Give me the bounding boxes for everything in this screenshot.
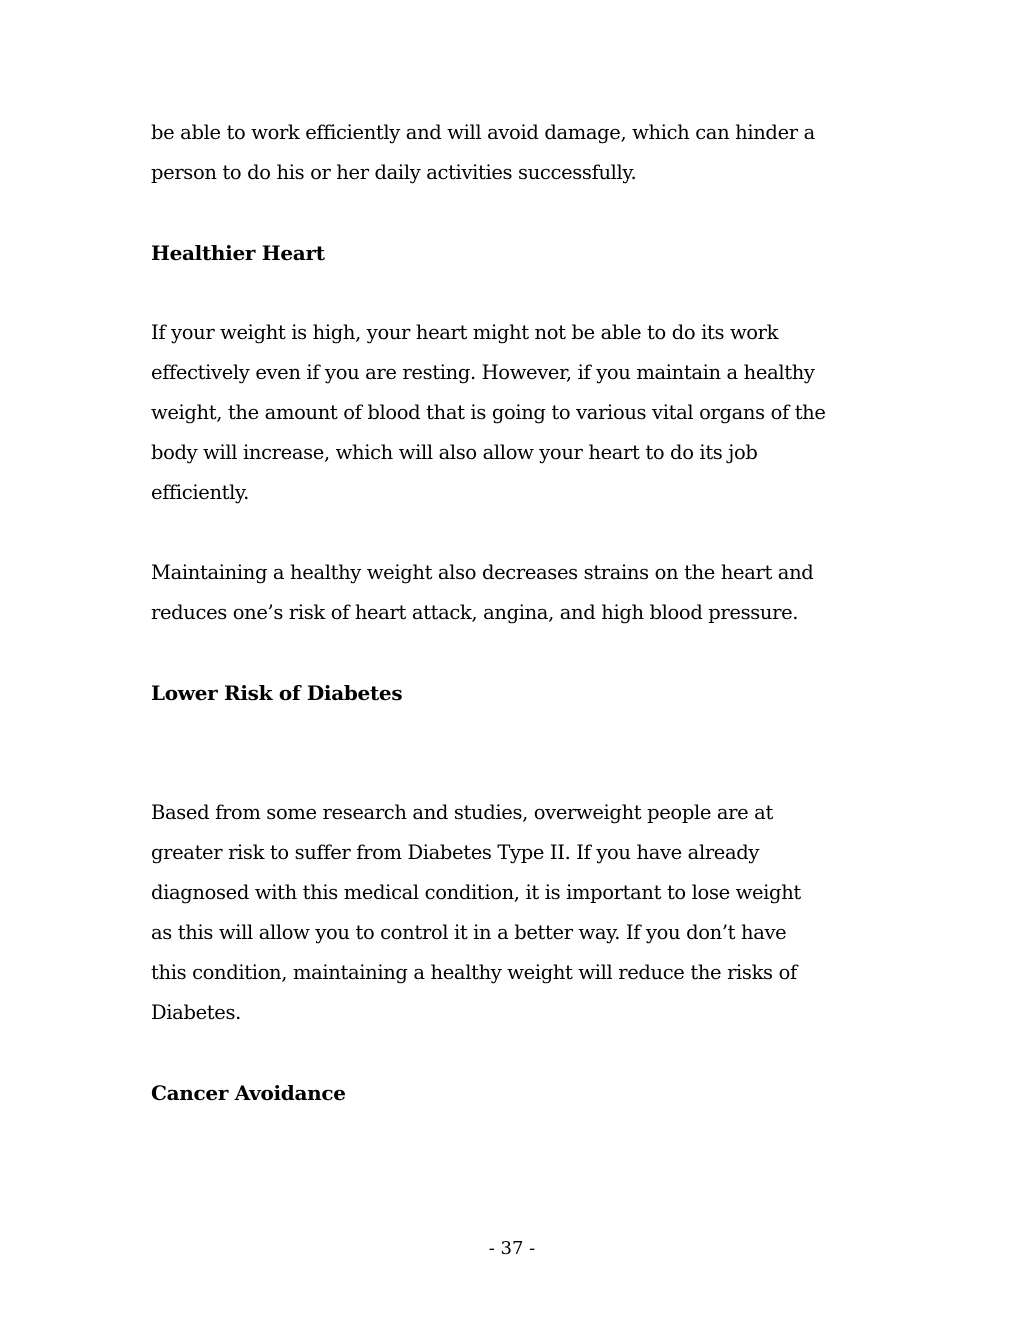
text-line: body will increase, which will also allow your heart to do its job	[151, 441, 758, 464]
section-heading-healthier-heart: Healthier Heart	[151, 241, 325, 265]
text-line: If your weight is high, your heart might not be able to do its work	[151, 321, 779, 344]
document-page	[151, 113, 891, 1113]
heart-paragraph-2	[151, 553, 891, 633]
text-line: as this will allow you to control it in a better way. If you don’t have	[151, 921, 787, 944]
text-line: be able to work efficiently and will avoid damage, which can hinder a	[151, 121, 815, 144]
diabetes-paragraph	[151, 793, 891, 1033]
section-heading-cancer-avoidance: Cancer Avoidance	[151, 1081, 346, 1105]
text-line: effectively even if you are resting. However, if you maintain a healthy	[151, 361, 815, 384]
page-number: - 37 -	[488, 1238, 536, 1259]
section-heading-lower-risk-of-diabetes: Lower Risk of Diabetes	[151, 681, 403, 705]
text-line: diagnosed with this medical condition, it is important to lose weight	[151, 881, 801, 904]
text-line: Diabetes.	[151, 1001, 241, 1024]
text-line: person to do his or her daily activities successfully.	[151, 161, 637, 184]
text-line: Based from some research and studies, overweight people are at	[151, 801, 773, 824]
heart-paragraph-1	[151, 313, 891, 513]
text-line: reduces one’s risk of heart attack, angina, and high blood pressure.	[151, 601, 799, 624]
text-line: greater risk to suffer from Diabetes Type II. If you have already	[151, 841, 760, 864]
intro-paragraph	[151, 113, 891, 193]
text-line: efficiently.	[151, 481, 249, 504]
text-line: this condition, maintaining a healthy weight will reduce the risks of	[151, 961, 797, 984]
text-line: Maintaining a healthy weight also decreases strains on the heart and	[151, 561, 814, 584]
text-line: weight, the amount of blood that is going to various vital organs of the	[151, 401, 826, 424]
